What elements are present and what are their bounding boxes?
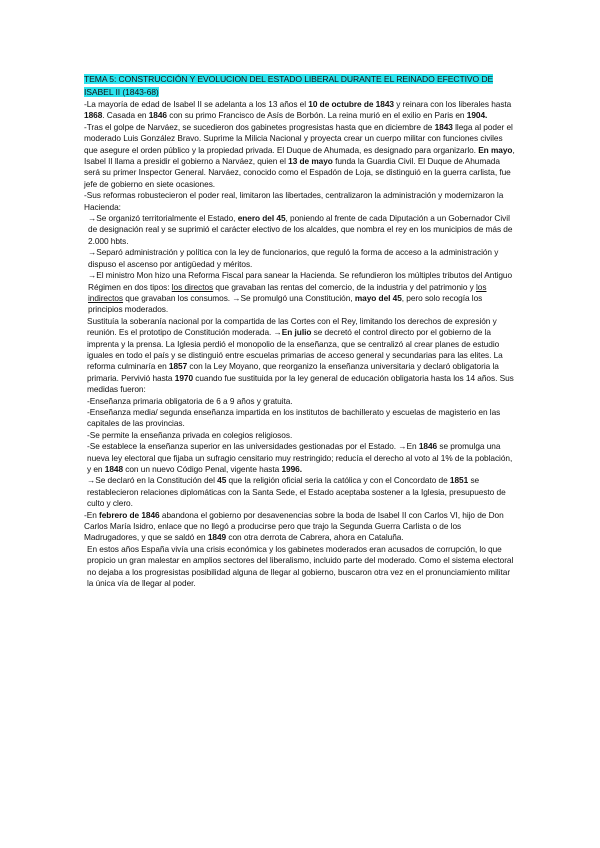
bold-text: 1848 [104,464,124,474]
text-run: llega al poder el moderado Luis González Bravo. Suprime la Milicia Nacional y proyecta crear un cuerpo militar con funciones civiles que asegure el orden público y la propiedad privada. El Duque de Ahumada, es designado para organizarlo. [84,121,513,155]
paragraph [84,396,516,407]
text-run: -Se establece la enseñanza superior en las universidades gestionadas por el Estado. →En [87,441,419,452]
bold-text: 1846 [148,110,167,121]
paragraph [84,475,516,509]
document-body [84,99,516,589]
bold-text: En mayo [478,144,513,155]
text-run: →Separó administración y política con la ley de funcionarios, que reguló la forma de acceso a la administración y dispuso el ascenso por antigüedad y méritos. [88,247,499,269]
text-run: que la religión oficial seria la católica y con el Concordato de [226,475,450,486]
text-run: →Se declaró en la Constitución del [87,475,218,486]
text-run: funda la Guardia Civil. El Duque de Ahumada será su primer Inspector General. Narváez, conocido como el Espadón de Loja, se distinguió en la guerra carlista, fue jefe de gobierno en siete ocasiones. [84,156,511,189]
title-block [84,72,516,98]
page-title: TEMA 5: CONSTRUCCIÓN Y EVOLUCION DEL ESTADO LIBERAL DURANTE EL REINADO EFECTIVO DE ISABEL II (1843-68) [84,74,494,97]
bold-text: 1843 [434,121,453,132]
text-run: Sustituía la soberanía nacional por la compartida de las Cortes con el Rey, limitando los derechos de expresión y reunión. Es el prototipo de Constitución moderada. → [87,315,497,338]
bold-text: 1868 [84,110,103,121]
bold-text: mayo del 45 [354,292,402,303]
text-run: , pero solo recogía los principios moderados. [88,292,483,315]
bold-text: En julio [281,327,312,338]
bold-text: 1996. [281,464,302,474]
paragraph [84,122,516,190]
text-run: se decretó el control directo por el gobierno de la imprenta y la prensa. La Iglesia perdió el monopolio de la enseñanza, que se centralizó al crear planes de estudio iguales en todo el país y se distinguió entre escuelas primarias de acceso general y secundarias para las elites. La reforma culminaría en [87,327,503,372]
bold-text: 13 de mayo [288,156,333,167]
text-run: se restablecieron relaciones diplomáticas con la Santa Sede, el Estado aceptaba sostener a la Iglesia, presupuesto de culto y clero. [87,475,506,509]
text-run: abandona el gobierno por desavenencias sobre la boda de Isabel II con Carlos VI, hijo de Don Carlos María Isidro, enlace que no llegó a producirse pero que trajo la Segunda Guerra Carlista o de los Madrugadores, y que se saldó en [84,509,504,543]
text-run: que gravaban los consumos. →Se promulgó una Constitución, [123,292,355,303]
bold-text: febrero de 1846 [99,509,160,520]
text-run: -Tras el golpe de Narváez, se sucedieron dos gabinetes progresistas hasta que en diciembre de [84,121,435,132]
paragraph [84,316,516,396]
paragraph [84,407,516,430]
text-run: -Sus reformas robustecieron el poder real, limitaron las libertades, centralizaron la administración y modernizaron la Hacienda: [84,190,504,212]
text-run: En estos años España vivía una crisis económica y los gabinetes moderados eran acusados de corrupción, lo que propicio un gran malestar en amplios sectores del liberalismo, incluido parte del moderado. Como el sistema electoral no dejaba a los progresistas posibilidad alguna de llegar al gobierno, buscaron otra vez en el pronunciamiento militar la única vía de llegar al poder. [87,543,514,589]
paragraph [84,213,516,247]
underlined-text: los indirectos [88,281,487,303]
text-run: →Se organizó territorialmente el Estado, [88,213,238,224]
bold-text: 1849 [207,532,227,543]
text-run: , Isabel II llama a presidir el gobierno a Narváez, quien el [84,144,515,167]
bold-text: 1851 [449,475,469,486]
text-run: y reinara con los liberales hasta [393,99,512,109]
text-run: -Se permite la enseñanza privada en colegios religiosos. [87,429,293,440]
paragraph [84,510,516,544]
text-run: con la Ley Moyano, que reorganizo la enseñanza universitaria y declaró obligatoria la primaria. Pervivió hasta [87,361,499,383]
text-run: -En [84,509,100,520]
text-run: -Enseñanza media/ segunda enseñanza impartida en los institutos de bachillerato y escuelas de magisterio en las capitales de las provincias. [87,406,501,429]
text-run: -La mayoría de edad de Isabel II se adelanta a los 13 años el [84,99,309,109]
bold-text: 1970 [174,372,194,383]
text-run: se promulga una nueva ley electoral que fijaba un sufragio censitario muy restringido; reducía el derecho al voto al 1% de la población, y en [87,441,513,474]
paragraph [84,247,516,270]
bold-text: 10 de octubre de 1843 [308,99,394,109]
text-run: , poniendo al frente de cada Diputación a un Gobernador Civil de designación real y se suprimió el carácter electivo de los alcaldes, que nombra el rey en los municipios de más de 2.000 hbts. [88,213,513,246]
bold-text: 1904. [466,110,488,121]
bold-text: 1857 [168,361,188,372]
text-run: con su primo Francisco de Asís de Borbón. La reina murió en el exilio en Paris en [166,110,467,121]
paragraph [84,544,516,590]
paragraph [84,430,516,441]
text-run: -Enseñanza primaria obligatoria de 6 a 9 años y gratuita. [87,395,293,406]
paragraph [84,441,516,475]
paragraph [84,270,516,316]
text-run: →El ministro Mon hizo una Reforma Fiscal para sanear la Hacienda. Se refundieron los múltiples tributos del Antiguo Régimen en dos tipos: [88,270,513,292]
text-run: . Casada en [102,110,149,121]
bold-text: 1846 [418,441,438,452]
text-run: cuando fue sustituida por la ley general de educación obligatoria hasta los 14 años. Sus medidas fueron: [87,372,514,395]
text-run: que gravaban las rentas del comercio, de la industria y del patrimonio y [213,281,477,292]
text-run: con otra derrota de Cabrera, ahora en Cataluña. [226,532,404,543]
paragraph [84,99,516,122]
underlined-text: los directos [171,281,214,292]
paragraph [84,190,516,213]
bold-text: 45 [217,475,227,486]
text-run: con un nuevo Código Penal, vigente hasta [123,464,282,474]
bold-text: enero del 45 [237,213,286,224]
